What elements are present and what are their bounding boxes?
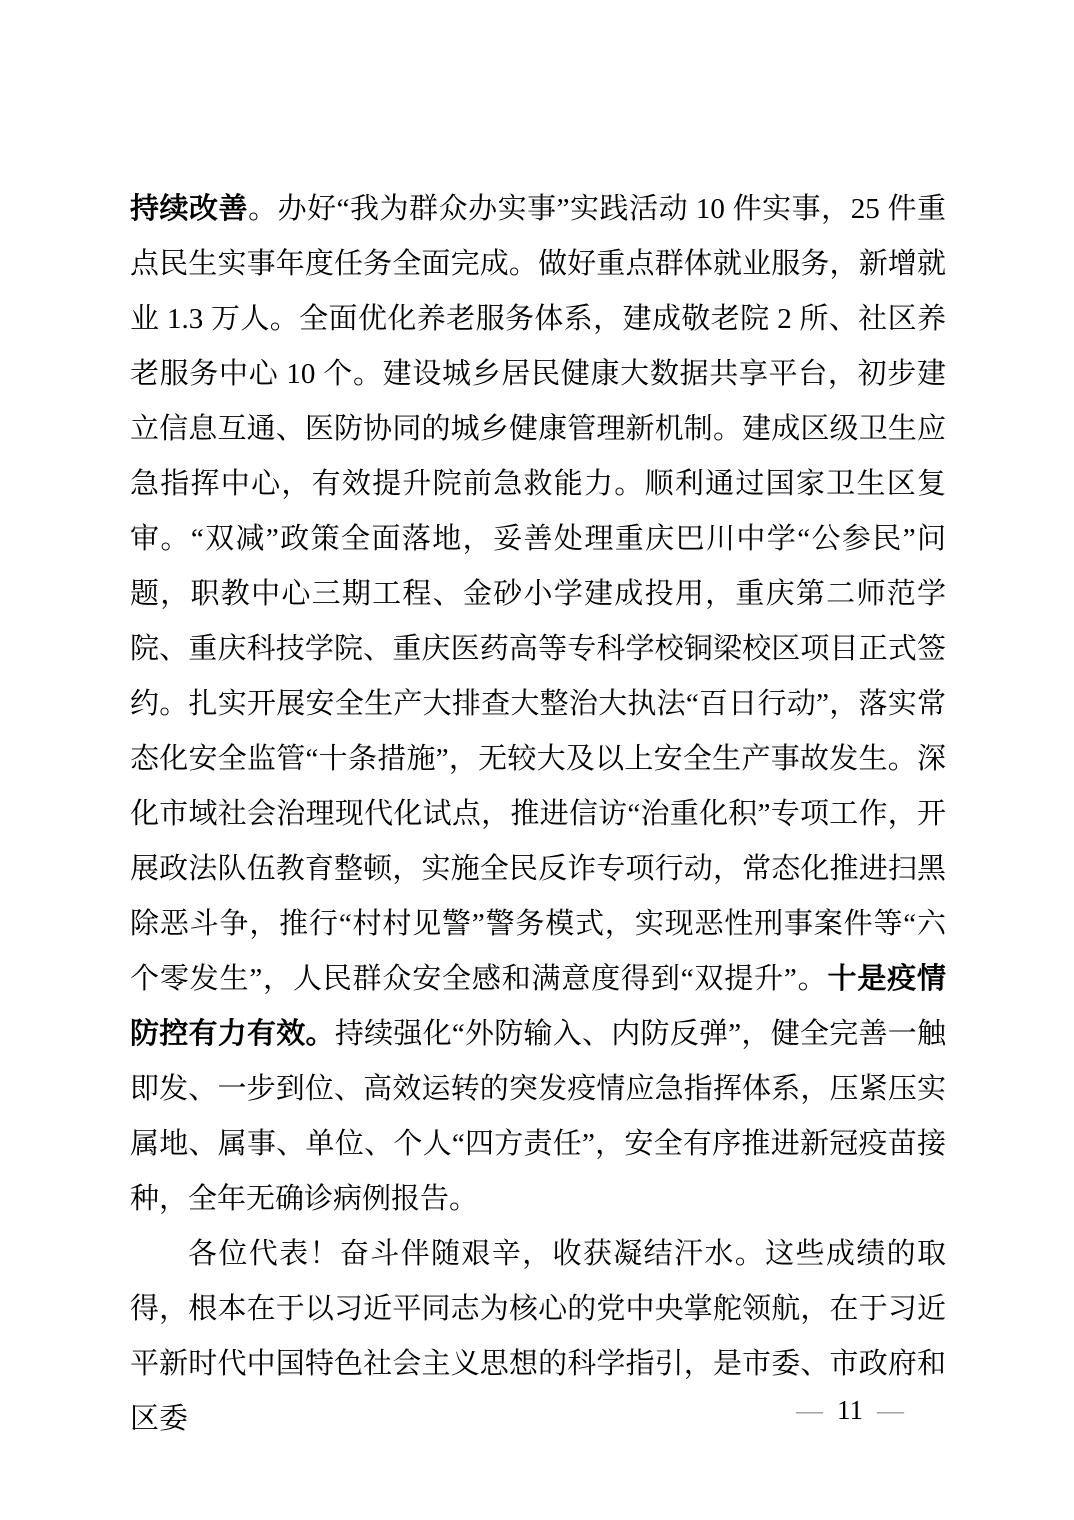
body-text: 各位代表！奋斗伴随艰辛，收获凝结汗水。这些成绩的取得，根本在于以习近平同志为核心的党中央掌舵领航，在于习近平新时代中国特色社会主义思想的科学指引，是市委、市政府和区委 bbox=[130, 1238, 946, 1435]
paragraph bbox=[130, 182, 946, 1227]
page-footer bbox=[786, 1392, 914, 1428]
body-text: 持续强化“外防输入、内防反弹”，健全完善一触即发、一步到位、高效运转的突发疫情应急指挥体系，压紧压实属地、属事、单位、个人“四方责任”，安全有序推进新冠疫苗接种，全年无确诊病例报告。 bbox=[130, 1018, 946, 1215]
document-body bbox=[130, 182, 946, 1447]
footer-left-dash: — bbox=[796, 1395, 823, 1425]
page-number: 11 bbox=[837, 1395, 863, 1425]
emphasis-text: 十是疫情防控有力有效。 bbox=[130, 963, 946, 1050]
body-text: 。办好“我为群众办实事”实践活动 10 件实事，25 件重点民生实事年度任务全面完成。做好重点群体就业服务，新增就业 1.3 万人。全面优化养老服务体系，建成敬老院 2 所、社区养老服务中心 10 个。建设城乡居民健康大数据共享平台，初步建立信息互通、医防协同的城乡健康管理新机制。建成区级卫生应急指挥中心，有效提升院前急救能力。顺利通过国家卫生区复审。“双减”政策全面落地，妥善处理重庆巴川中学“公参民”问题，职教中心三期工程、金砂小学建成投用，重庆第二师范学院、重庆科技学院、重庆医药高等专科学校铜梁校区项目正式签约。扎实开展安全生产大排查大整治大执法“百日行动”，落实常态化安全监管“十条措施”，无较大及以上安全生产事故发生。深化市域社会治理现代化试点，推进信访“治重化积”专项工作，开展政法队伍教育整顿，实施全民反诈专项行动，常态化推进扫黑除恶斗争，推行“村村见警”警务模式，实现恶性刑事案件等“六个零发生”，人民群众安全感和满意度得到“双提升”。 bbox=[130, 193, 946, 995]
footer-right-dash: — bbox=[877, 1395, 904, 1425]
emphasis-text: 持续改善 bbox=[130, 193, 249, 225]
